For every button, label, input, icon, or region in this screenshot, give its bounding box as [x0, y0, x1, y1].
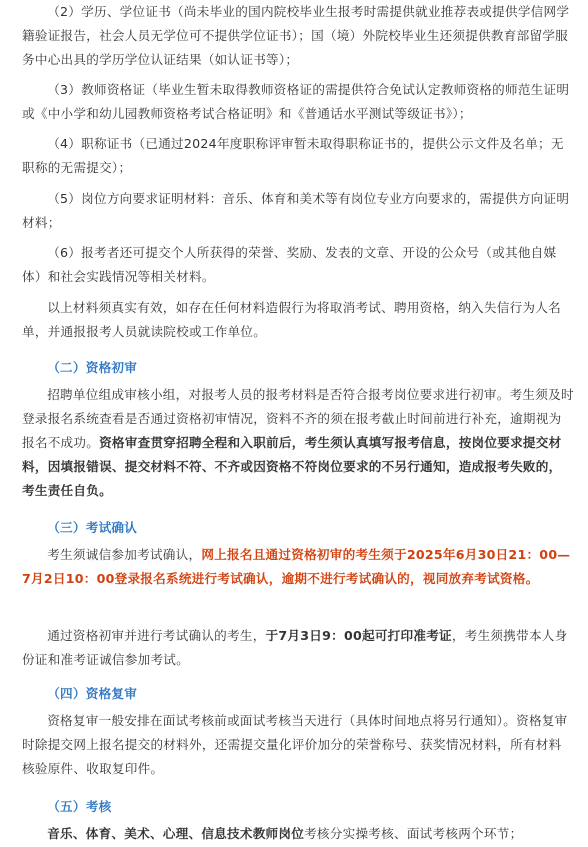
assessment-text: 考核分实操考核、面试考核两个环节； [304, 826, 523, 841]
initial-review-text: 招聘单位组成审核小组，对报考人员的报考材料是否符合报考岗位要求进行初审。考生须及时登录报名系统查看是否通过资格初审情况，资料不齐的须在报考截止时间前进行补充，逾期视为报名不成功。 [22, 387, 574, 450]
ticket-text-end: ，考生须携带本人身份证和准考证诚信参加考试。 [22, 628, 568, 667]
paragraph-position-materials: （5）岗位方向要求证明材料：音乐、体育和美术等有岗位专业方向要求的，需提供方向证明材料； [22, 191, 570, 230]
section-heading-qualification-review: （四）资格复审 [47, 686, 138, 701]
initial-review-bold-text: 资格审查贯穿招聘全程和入职前后，考生须认真填写报考信息，按岗位要求提交材料，因填报错误、提交材料不符、不齐或因资格不符岗位要求的不另行通知，造成报考失败的，考生责任自负。 [22, 435, 562, 498]
paragraph-admission-ticket [22, 624, 574, 672]
ticket-text-start: 通过资格初审并进行考试确认的考生， [47, 628, 266, 643]
paragraph-exam-confirmation [22, 543, 574, 591]
paragraph-teacher-certificate: （3）教师资格证（毕业生暂未取得教师资格证的需提供符合免试认定教师资格的师范生证明或《中小学和幼儿园教师资格考试合格证明》和《普通话水平测试等级证书》）； [22, 82, 570, 121]
ticket-print-time: 于7月3日9：00起可打印准考证 [265, 628, 452, 643]
section-heading-assessment: （五）考核 [47, 799, 112, 814]
confirmation-text: 考生须诚信参加考试确认， [47, 547, 202, 562]
assessment-positions: 音乐、体育、美术、心理、信息技术教师岗位 [47, 826, 305, 841]
confirmation-deadline-text: 网上报名且通过资格初审的考生须于2025年6月30日21：00—7月2日10：00登录报名系统进行考试确认，逾期不进行考试确认的，视同放弃考试资格。 [22, 547, 571, 586]
paragraph-other-materials: （6）报考者还可提交个人所获得的荣誉、奖励、发表的文章、开设的公众号（或其他自媒体）和社会实践情况等相关材料。 [22, 245, 557, 284]
paragraph-truthfulness: 以上材料须真实有效，如存在任何材料造假行为将取消考试、聘用资格，纳入失信行为人名单，并通报报考人员就读院校或工作单位。 [22, 300, 561, 339]
section-heading-initial-review: （二）资格初审 [47, 360, 138, 375]
paragraph-qualification-review: 资格复审一般安排在面试考核前或面试考核当天进行（具体时间地点将另行通知）。资格复审时除提交网上报名提交的材料外，还需提交量化评价加分的荣誉称号、获奖情况材料，所有材料核验原件、收取复印件。 [22, 713, 568, 776]
paragraph-title-certificate: （4）职称证书（已通过2024年度职称评审暂未取得职称证书的，提供公示文件及名单；无职称的无需提交）； [22, 136, 564, 175]
paragraph-degree-certificate: （2）学历、学位证书（尚未毕业的国内院校毕业生报考时需提供就业推荐表或提供学信网学籍验证报告，社会人员无学位可不提供学位证书）；国（境）外院校毕业生还须提供教育部留学服务中心出具的学历学位认证结果（如认证书等）； [22, 4, 570, 67]
paragraph-assessment [22, 822, 574, 846]
section-heading-exam-confirmation: （三）考试确认 [47, 520, 138, 535]
paragraph-initial-review [22, 383, 574, 503]
